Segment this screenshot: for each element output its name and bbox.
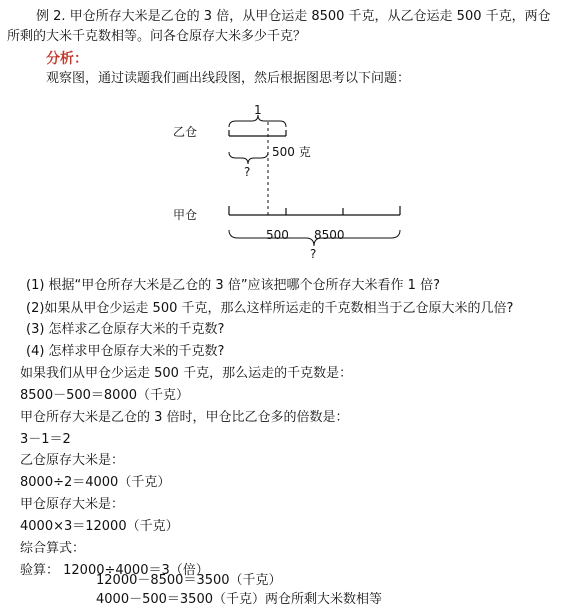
solution-line-5: 乙仓原存大米是： [20,453,125,468]
solution-line-10: 验算： 12000÷4000＝3（倍） [20,563,209,578]
label-yi: 乙仓 [173,125,198,139]
solution-line-7: 甲仓原存大米是： [20,497,125,512]
question-1: (1) 根据“甲仓所存大米是乙仓的 3 倍”应该把哪个仓所存大米看作 1 倍? [26,278,440,293]
solution-line-2: 8500－500＝8000（千克） [20,388,189,403]
question-3: (3) 怎样求乙仓原存大米的千克数? [26,322,225,337]
solution-line-11: 12000－8500＝3500（千克） [96,573,282,588]
solution-line-4: 3－1＝2 [20,432,71,447]
solution-line-6: 8000÷2＝4000（千克） [20,475,171,490]
label-8500: 8500 [314,228,345,242]
solution-line-12: 4000－500＝3500（千克）两仓所剩大米数相等 [96,592,382,607]
label-question-bottom: ? [310,247,317,261]
label-jia: 甲仓 [173,208,198,222]
problem-line-1: 例 2. 甲仓所存大米是乙仓的 3 倍，从甲仓运走 8500 千克，从乙仓运走 500 千克，两仓 [36,9,551,24]
analysis-intro: 观察图，通过读题我们画出线段图，然后根据图思考以下问题： [46,71,411,86]
label-500-top: 500 克 [272,145,311,159]
label-500-bottom: 500 [266,228,289,242]
label-question-top: ? [244,165,251,179]
solution-line-8: 4000×3＝12000（千克） [20,519,179,534]
label-one: 1 [254,103,262,117]
analysis-title: 分析： [46,51,88,67]
solution-line-3: 甲仓所存大米是乙仓的 3 倍时，甲仓比乙仓多的倍数是： [20,410,349,425]
solution-line-1: 如果我们从甲仓少运走 500 千克，那么运走的千克数是： [20,366,353,381]
question-2: (2)如果从甲仓少运走 500 千克，那么这样所运走的千克数相当于乙仓原大米的几倍? [26,301,514,316]
solution-line-9: 综合算式： [20,541,86,556]
problem-line-2: 所剩的大米千克数相等。问各仓原存大米多少千克？ [7,29,307,44]
brace-yi-remaining [229,152,268,164]
question-4: (4) 怎样求甲仓原存大米的千克数? [26,344,225,359]
